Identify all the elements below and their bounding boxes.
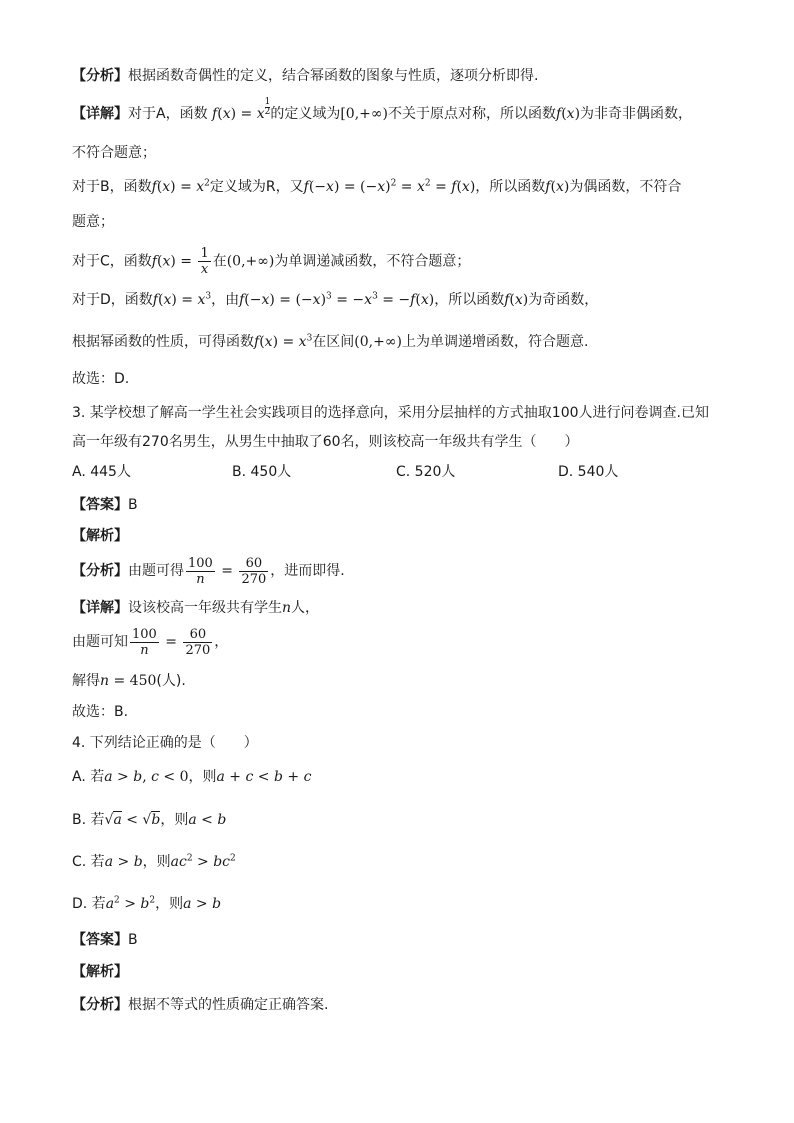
q3-detail xyxy=(72,598,319,618)
text-segment: ，则 xyxy=(155,896,184,912)
text-segment: 对于D，函数 xyxy=(72,292,153,308)
text-segment: 设该校高一年级共有学生 xyxy=(128,600,282,616)
detail-line-a: 【详解】对于A，函数 f(x) = x $^{\frac{1}{2}}$ 的定义域为[0,+∞)不关于原点对称，所以函数f(x)为非奇非偶函数， xyxy=(72,97,693,122)
text-segment: 解得 xyxy=(72,673,100,689)
text-segment: ，则 xyxy=(160,812,189,828)
formula-fx-square: f xyxy=(151,179,157,195)
formula-c-cond: a xyxy=(104,854,114,870)
q4-option-b[interactable]: B. 若√a < √b，则a < b xyxy=(72,812,227,828)
detail-line-conclusion: 根据幂函数的性质，可得函数$f(x) = x^3$在区间(0,+∞)上为单调递增函数，符合题意. xyxy=(72,333,589,350)
text-segment: 由题可知 xyxy=(72,634,128,650)
q3-final-choice: 故选：B. xyxy=(72,704,129,720)
q4-analysis xyxy=(72,995,328,1015)
q3-stem-line1: 3. 某学校想了解高一学生社会实践项目的选择意向，采用分层抽样的方式抽取100人进行问卷调查.已知 xyxy=(72,405,709,421)
q3-analysis: 【分析】由题可得 $\frac{100}{n}$ = $\frac{60}{270}$ ，进而即得. xyxy=(72,555,345,587)
analysis-tag: 【分析】 xyxy=(72,68,128,84)
text-segment: ，由 xyxy=(211,292,240,308)
q4-stem: 4. 下列结论正确的是（ ） xyxy=(72,735,258,751)
text-segment: ，则 xyxy=(188,769,217,785)
text-segment: 为奇函数， xyxy=(528,292,599,308)
analysis-tag: 【分析】 xyxy=(72,563,128,579)
text-segment: A. 若 xyxy=(72,769,105,785)
formula-even-check: f xyxy=(303,179,309,195)
choice-line-q2: 故选：D. xyxy=(72,371,130,387)
analysis-line-q2 xyxy=(72,66,538,86)
formula-n-value: n xyxy=(100,673,110,689)
jiexi-tag: 【解析】 xyxy=(72,964,128,980)
formula-fx-reciprocal: f xyxy=(151,253,157,270)
text-segment: 上为单调递增函数，符合题意. xyxy=(401,334,589,350)
q3-stem-line2: 高一年级有270名男生，从男生中抽取了60名，则该校高一年级共有学生（ ） xyxy=(72,434,579,450)
answer-tag: 【答案】 xyxy=(72,497,128,513)
text-segment: 对于A，函数 xyxy=(128,106,208,122)
formula-interval: [0,+∞) xyxy=(340,106,389,122)
formula-fx-cube: f xyxy=(152,292,158,308)
q3-options xyxy=(72,462,722,482)
q4-option-c[interactable]: C. 若a > b，则$ac^2 > bc^2$ xyxy=(72,853,236,870)
formula-ratio-2: $\frac{100}{n}$ xyxy=(132,626,157,658)
formula-a-cond: a xyxy=(104,769,113,785)
answer-value: B xyxy=(128,497,138,513)
formula-interval-open: (0,+∞) xyxy=(226,253,275,270)
q3-solve: 解得n = 450(人). xyxy=(72,673,186,689)
text-segment: 人， xyxy=(291,600,320,616)
formula-odd-check: f xyxy=(239,292,245,308)
formula-fx: f xyxy=(556,106,562,122)
formula-d-cond: a xyxy=(105,896,115,912)
formula-sqrt-cond: √ xyxy=(104,812,114,828)
text-segment: ，进而即得. xyxy=(270,563,345,579)
q3-option-d[interactable]: D. 540人 xyxy=(558,464,619,480)
text-segment: 由题可得 xyxy=(128,563,184,579)
q3-answer xyxy=(72,495,138,515)
text-segment: 对于C，函数 xyxy=(72,253,152,270)
detail-line-a-cont: 不符合题意； xyxy=(72,145,156,161)
text-segment: B. 若 xyxy=(72,812,105,828)
text-segment: ，所以函数 xyxy=(475,179,546,195)
text-segment: 为非奇非偶函数， xyxy=(580,106,693,122)
formula-n: n xyxy=(282,600,292,616)
text-segment: 不关于原点对称，所以函数 xyxy=(388,106,557,122)
answer-value: B xyxy=(128,932,138,948)
answer-tag: 【答案】 xyxy=(72,932,128,948)
detail-line-b: 对于B，函数$f(x) = x^2$定义域为R，又$f(-x) = (-x)^2 = x^2 = f(x)$，所以函数f(x)为偶函数，不符合 xyxy=(72,178,682,195)
q4-option-d[interactable]: D. 若$a^2 > b^2$，则a > b xyxy=(72,895,222,912)
detail-tag: 【详解】 xyxy=(72,106,128,122)
detail-line-c: 对于C，函数f(x) = $\frac{1}{x}$ 在(0,+∞)为单调递减函数，不符合题意； xyxy=(72,246,471,277)
detail-line-b-cont: 题意； xyxy=(72,214,114,230)
q3-jiexi-heading xyxy=(72,526,128,546)
text-segment: 定义域为R，又 xyxy=(209,179,304,195)
detail-tag: 【详解】 xyxy=(72,600,128,616)
analysis-text: 根据不等式的性质确定正确答案. xyxy=(128,997,329,1013)
text-segment: 根据幂函数的性质，可得函数 xyxy=(72,334,254,350)
text-segment: 为单调递减函数，不符合题意； xyxy=(274,253,471,270)
q4-answer xyxy=(72,930,138,950)
text-segment: 在 xyxy=(212,253,227,270)
text-segment: 在区间 xyxy=(312,334,355,350)
q3-option-b[interactable]: B. 450人 xyxy=(232,464,292,480)
text-segment: 为偶函数，不符合 xyxy=(569,179,682,195)
q3-option-a[interactable]: A. 445人 xyxy=(72,464,131,480)
text-segment: C. 若 xyxy=(72,854,105,870)
text-segment: D. 若 xyxy=(72,896,106,912)
formula-fx-sqrt: f xyxy=(212,106,218,122)
q4-option-a[interactable]: A. 若a > b, c < 0，则a + c < b + c xyxy=(72,769,312,785)
q4-jiexi-heading xyxy=(72,962,128,982)
text-segment: 的定义域为 xyxy=(270,106,341,122)
formula-fx-cube-2: f xyxy=(254,334,260,350)
q3-known: 由题可知 $\frac{100}{n}$ = $\frac{60}{270}$ ， xyxy=(72,626,229,658)
q3-option-c[interactable]: C. 520人 xyxy=(396,464,456,480)
analysis-text: 根据函数奇偶性的定义，结合幂函数的图象与性质，逐项分析即得. xyxy=(128,68,539,84)
text-segment: (人). xyxy=(156,673,186,689)
formula-interval-open-2: (0,+∞) xyxy=(354,334,402,350)
detail-line-d: 对于D，函数$f(x) = x^3$，由$f(-x) = (-x)^3 = -x^3 = -f(x)$，所以函数f(x)为奇函数， xyxy=(72,291,599,308)
jiexi-tag: 【解析】 xyxy=(72,528,128,544)
text-segment: 对于B，函数 xyxy=(72,179,152,195)
formula-ratio: $\frac{100}{n}$ xyxy=(188,555,213,587)
analysis-tag: 【分析】 xyxy=(72,997,128,1013)
text-segment: ，所以函数 xyxy=(434,292,505,308)
text-segment: ，则 xyxy=(142,854,171,870)
